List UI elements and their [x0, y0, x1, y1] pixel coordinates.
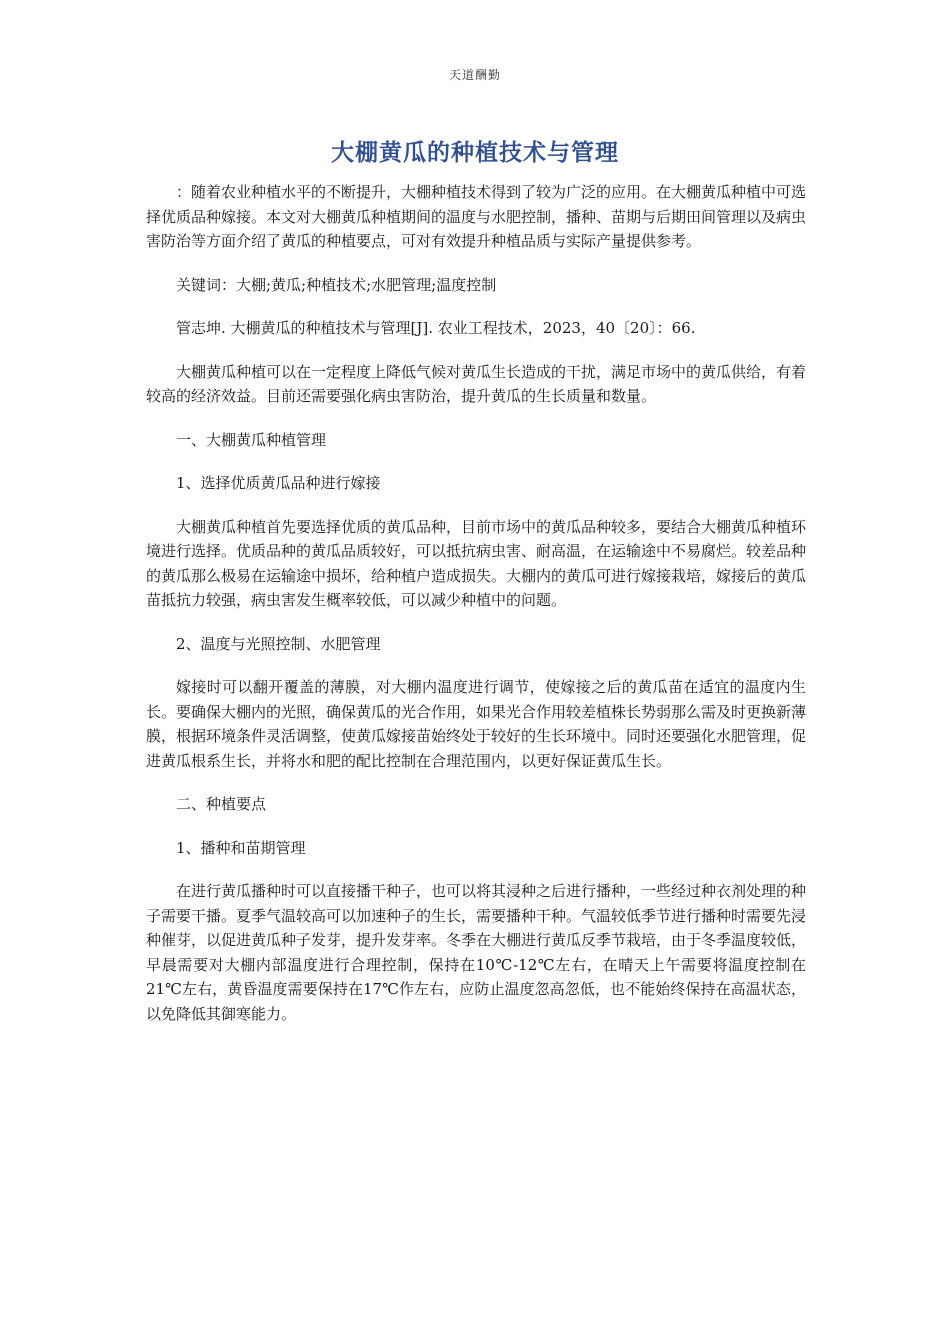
abstract-paragraph: ：随着农业种植水平的不断提升，大棚种植技术得到了较为广泛的应用。在大棚黄瓜种植中可选择优质品种嫁接。本文对大棚黄瓜种植期间的温度与水肥控制，播种、苗期与后期田间管理以及病虫害防治等方面介绍了黄瓜的种植要点，可对有效提升种植品质与实际产量提供参考。 — [146, 183, 807, 250]
page-header: 天道酬勤 — [448, 68, 501, 82]
paragraph-1-2: 嫁接时可以翻开覆盖的薄膜，对大棚内温度进行调节，使嫁接之后的黄瓜苗在适宜的温度内生长。要确保大棚内的光照，确保黄瓜的光合作用，如果光合作用较差植株长势弱那么需及时更换新薄膜，根据环境条件灵活调整，使黄瓜嫁接苗始终处于较好的生长环境中。同时还要强化水肥管理，促进黄瓜根系生长，并将水和肥的配比控制在合理范围内，以更好保证黄瓜生长。 — [146, 678, 807, 770]
paragraph-2-1: 在进行黄瓜播种时可以直接播干种子，也可以将其浸种之后进行播种，一些经过种衣剂处理的种子需要干播。夏季气温较高可以加速种子的生长，需要播种干种。气温较低季节进行播种时需要先浸种催芽，以促进黄瓜种子发芽，提升发芽率。冬季在大棚进行黄瓜反季节栽培，由于冬季温度较低，早晨需要对大棚内部温度进行合理控制，保持在10℃-12℃左右，在晴天上午需要将温度控制在21℃左右，黄昏温度需要保持在17℃作左右，应防止温度忽高忽低，也不能始终保持在高温状态，以免降低其御寒能力。 — [146, 882, 807, 1023]
subsection-heading-1-1: 1、选择优质黄瓜品种进行嫁接 — [176, 474, 381, 492]
subsection-heading-1-2: 2、温度与光照控制、水肥管理 — [176, 634, 381, 653]
citation-line: 管志坤. 大棚黄瓜的种植技术与管理[J]. 农业工程技术，2023，40〔20〕：66. — [176, 319, 696, 337]
section-heading-1: 一、大棚黄瓜种植管理 — [176, 430, 327, 449]
paragraph-1-1: 大棚黄瓜种植首先要选择优质的黄瓜品种，目前市场中的黄瓜品种较多，要结合大棚黄瓜种植环境进行选择。优质品种的黄瓜品质较好，可以抵抗病虫害、耐高温，在运输途中不易腐烂。较差品种的黄瓜那么极易在运输途中损坏，给种植户造成损失。大棚内的黄瓜可进行嫁接栽培，嫁接后的黄瓜苗抵抗力较强，病虫害发生概率较低，可以减少种植中的问题。 — [146, 517, 807, 609]
section-heading-2: 二、种植要点 — [176, 795, 267, 813]
intro-paragraph: 大棚黄瓜种植可以在一定程度上降低气候对黄瓜生长造成的干扰，满足市场中的黄瓜供给，有着较高的经济效益。目前还需要强化病虫害防治，提升黄瓜的生长质量和数量。 — [146, 362, 807, 405]
document-body — [146, 180, 806, 1045]
subsection-heading-2-1: 1、播种和苗期管理 — [176, 838, 306, 857]
document-title: 大棚黄瓜的种植技术与管理 — [331, 140, 619, 166]
keywords-line: 关键词：大棚;黄瓜;种植技术;水肥管理;温度控制 — [176, 275, 497, 294]
